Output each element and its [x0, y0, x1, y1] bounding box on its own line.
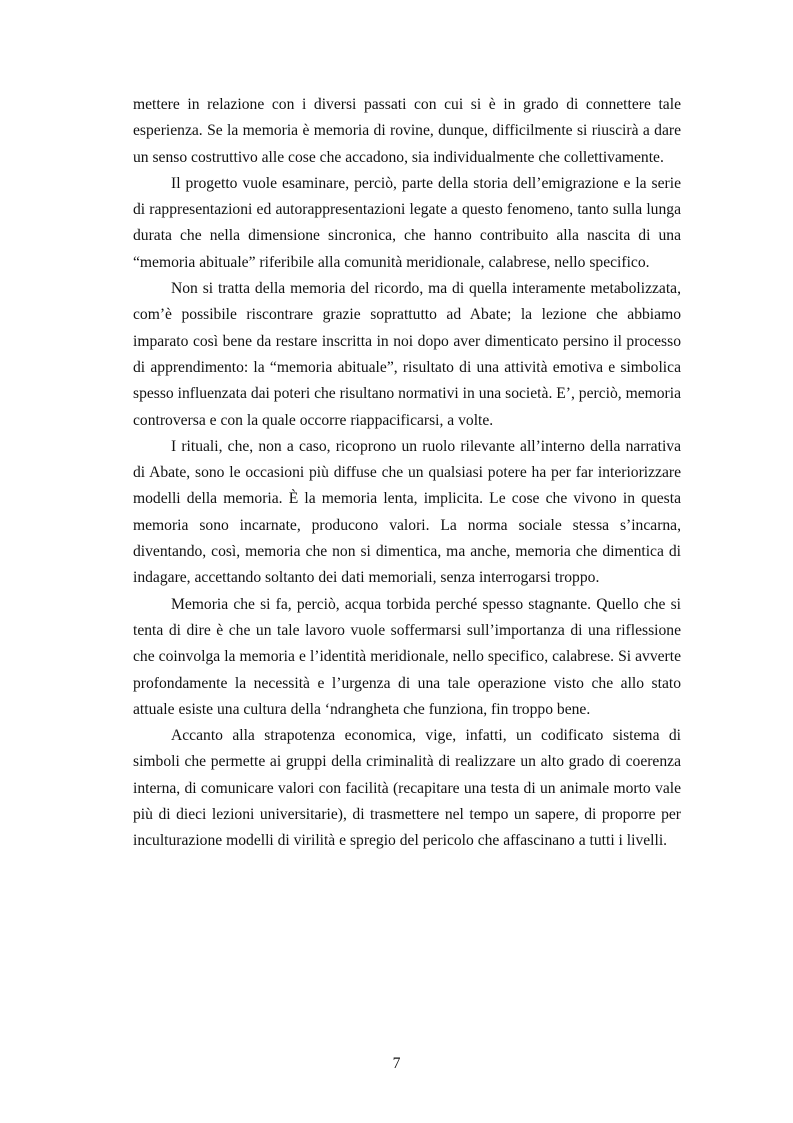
paragraph-symbol-system: Accanto alla strapotenza economica, vige, infatti, un codificato sistema di simboli che permette ai gruppi della criminalità di realizzare un alto grado di coerenza interna, di comunicare valori con facilità (recapitare una testa di un animale morto vale più di dieci lezioni universitarie), di trasmettere nel tempo un sapere, di proporre per inculturazione modelli di virilità e spregio del pericolo che affascinano a tutti i livelli.: [133, 727, 681, 850]
body-text: [133, 92, 681, 855]
paragraph-continuation: mettere in relazione con i diversi passati con cui si è in grado di connettere tale esperienza. Se la memoria è memoria di rovine, dunque, difficilmente si riuscirà a dare un senso costruttivo alle cose che accadono, sia individualmente che collettivamente.: [133, 96, 681, 166]
paragraph-murky-water: Memoria che si fa, perciò, acqua torbida perché spesso stagnante. Quello che si tenta di dire è che un tale lavoro vuole soffermarsi sull’importanza di una riflessione che coinvolga la memoria e l’identità meridionale, nello specifico, calabrese. Si avverte profondamente la necessità e l’urgenza di una tale operazione visto che allo stato attuale esiste una cultura della ‘ndrangheta che funziona, fin troppo bene.: [133, 595, 681, 718]
paragraph-habitual-memory: Non si tratta della memoria del ricordo, ma di quella interamente metabolizzata, com’è possibile riscontrare grazie soprattutto ad Abate; la lezione che abbiamo imparato così bene da restare inscritta in noi dopo aver dimenticato persino il processo di apprendimento: la “memoria abituale”, risultato di una attività emotiva e simbolica spesso influenzata dai poteri che risultano normativi in una società. E’, perciò, memoria controversa e con la quale occorre riappacificarsi, a volte.: [133, 280, 681, 429]
paragraph-rituals: I rituali, che, non a caso, ricoprono un ruolo rilevante all’interno della narrativa di Abate, sono le occasioni più diffuse che un qualsiasi potere ha per far interiorizzare modelli della memoria. È la memoria lenta, implicita. Le cose che vivono in questa memoria sono incarnate, producono valori. La norma sociale stessa s’incarna, diventando, così, memoria che non si dimentica, ma anche, memoria che dimentica di indagare, accettando soltanto dei dati memoriali, senza interrogarsi troppo.: [133, 437, 681, 587]
paragraph-emigration-project: Il progetto vuole esaminare, perciò, parte della storia dell’emigrazione e la serie di rappresentazioni ed autorappresentazioni legate a questo fenomeno, tanto sulla lunga durata che nella dimensione sincronica, che hanno contribuito alla nascita di una “memoria abituale” riferibile alla comunità meridionale, calabrese, nello specifico.: [133, 174, 681, 271]
page-number: 7: [392, 1055, 401, 1072]
